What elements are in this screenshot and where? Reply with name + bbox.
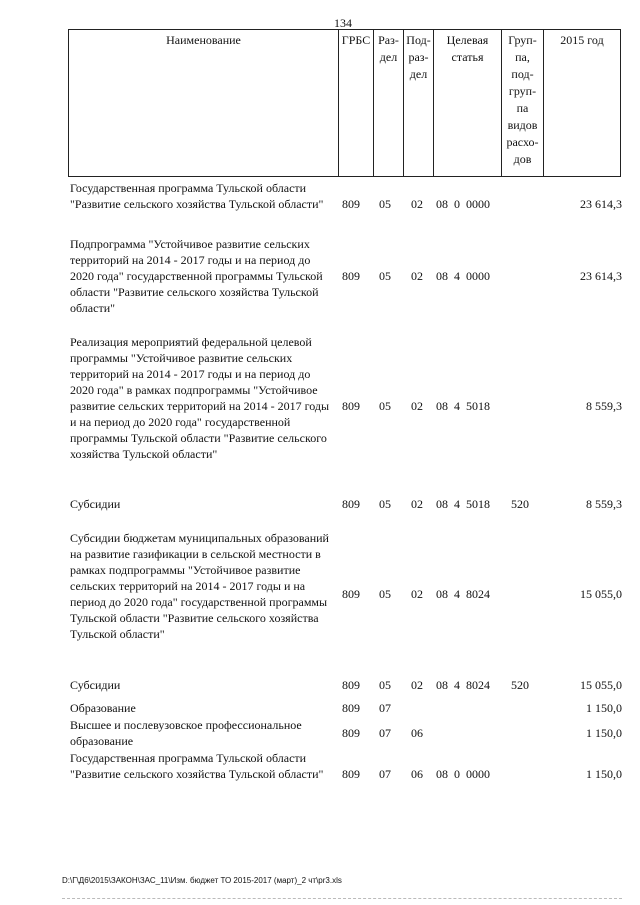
row-vid-rashodov: 520: [511, 678, 529, 692]
table-row: [70, 236, 622, 316]
table-row: [70, 700, 622, 716]
header-razdel: Раз- дел: [374, 30, 404, 176]
row-name: Образование: [70, 701, 136, 715]
table-header: [68, 29, 621, 177]
header-vid-rashodov: Груп- па, под- груп- па видов расхо- дов: [502, 30, 544, 176]
row-razdel: 05: [379, 197, 391, 211]
table-row: [70, 496, 622, 512]
row-grbs: 809: [342, 197, 360, 211]
row-amount: 8 559,3: [586, 399, 622, 413]
row-podrazdel: 02: [411, 269, 423, 283]
row-grbs: 809: [342, 587, 360, 601]
row-podrazdel: 06: [411, 726, 423, 740]
header-name: Наименование: [69, 30, 339, 176]
row-razdel: 05: [379, 399, 391, 413]
row-amount: 15 055,0: [580, 587, 622, 601]
row-cel-statya: 08 0 0000: [436, 767, 490, 781]
table-row: [70, 677, 622, 693]
row-razdel: 05: [379, 678, 391, 692]
row-razdel: 05: [379, 587, 391, 601]
file-path-footer: D:\Г\Д6\2015\ЗАКОН\ЗАС_11\Изм. бюджет ТО 2015-2017 (март)_2 чт\pr3.xls: [62, 876, 342, 885]
footer-divider: [62, 898, 622, 899]
row-amount: 1 150,0: [586, 726, 622, 740]
row-name: Субсидии: [70, 497, 121, 511]
row-amount: 8 559,3: [586, 497, 622, 511]
row-grbs: 809: [342, 701, 360, 715]
table-row: [70, 180, 622, 228]
row-razdel: 05: [379, 269, 391, 283]
row-cel-statya: 08 4 5018: [436, 399, 490, 413]
row-name: Субсидии: [70, 678, 121, 692]
row-amount: 23 614,3: [580, 269, 622, 283]
row-podrazdel: 02: [411, 678, 423, 692]
row-amount: 23 614,3: [580, 197, 622, 211]
table-row: [70, 530, 622, 658]
row-cel-statya: 08 4 8024: [436, 587, 490, 601]
row-amount: 1 150,0: [586, 701, 622, 715]
row-grbs: 809: [342, 726, 360, 740]
table-row: [70, 750, 622, 798]
row-razdel: 07: [379, 726, 391, 740]
row-cel-statya: 08 4 0000: [436, 269, 490, 283]
row-grbs: 809: [342, 497, 360, 511]
row-grbs: 809: [342, 767, 360, 781]
row-amount: 1 150,0: [586, 767, 622, 781]
row-vid-rashodov: 520: [511, 497, 529, 511]
row-grbs: 809: [342, 399, 360, 413]
row-cel-statya: 08 4 8024: [436, 678, 490, 692]
page-number: 134: [334, 16, 352, 30]
header-grbs: ГРБС: [339, 30, 374, 176]
row-podrazdel: 02: [411, 399, 423, 413]
row-razdel: 05: [379, 497, 391, 511]
row-cel-statya: 08 0 0000: [436, 197, 490, 211]
row-amount: 15 055,0: [580, 678, 622, 692]
row-name: Подпрограмма "Устойчивое развитие сельских территорий на 2014 - 2017 годы и на период до 2020 года" государственной программы Тульской области "Развитие сельского хозяйства Тульской области": [70, 237, 323, 315]
row-name: Субсидии бюджетам муниципальных образований на развитие газификации в сельской местности в рамках подпрограммы "Устойчивое развитие сельских территорий на 2014 - 2017 годы и на период до 2020 года" государственной программы Тульской области "Развитие сельского хозяйства Тульской области": [70, 531, 329, 641]
row-name: Государственная программа Тульской области "Развитие сельского хозяйства Тульской области": [70, 181, 324, 211]
table-row: [70, 717, 622, 749]
header-podrazdel: Под- раз- дел: [404, 30, 434, 176]
row-podrazdel: 06: [411, 767, 423, 781]
row-name: Реализация мероприятий федеральной целевой программы "Устойчивое развитие сельских территорий на 2014 - 2017 годы и на период до 2020 года" в рамках подпрограммы "Устойчивое развитие сельских территорий на 2014 - 2017 годы и на период до 2020 года" государственной программы Тульской области "Развитие сельского хозяйства Тульской области": [70, 335, 330, 461]
row-razdel: 07: [379, 701, 391, 715]
row-podrazdel: 02: [411, 587, 423, 601]
row-cel-statya: 08 4 5018: [436, 497, 490, 511]
table-row: [70, 334, 622, 478]
row-razdel: 07: [379, 767, 391, 781]
header-cel-statya: Целевая статья: [434, 30, 502, 176]
row-podrazdel: 02: [411, 197, 423, 211]
row-podrazdel: 02: [411, 497, 423, 511]
row-grbs: 809: [342, 269, 360, 283]
row-grbs: 809: [342, 678, 360, 692]
header-year: 2015 год: [560, 33, 604, 47]
row-name: Высшее и послевузовское профессиональное образование: [70, 718, 302, 748]
row-name: Государственная программа Тульской области "Развитие сельского хозяйства Тульской области": [70, 751, 324, 781]
